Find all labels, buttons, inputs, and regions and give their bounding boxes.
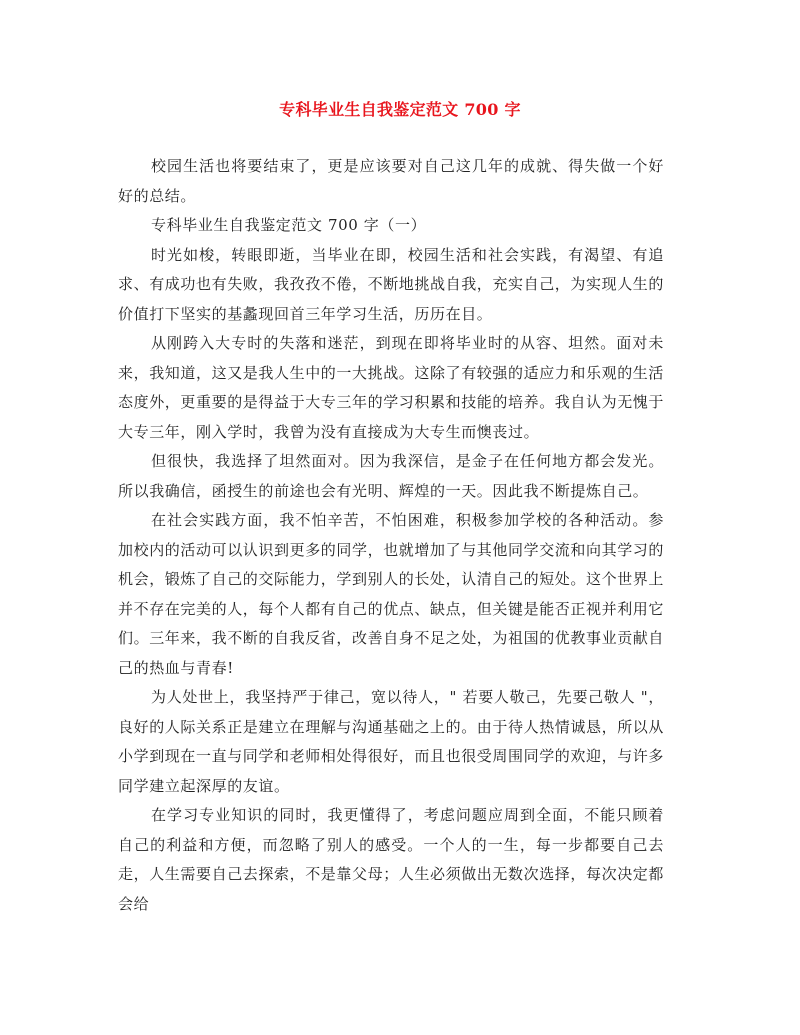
- paragraph-intro: 校园生活也将要结束了，更是应该要对自己这几年的成就、得失做一个好好的总结。: [118, 157, 664, 205]
- paragraph-face-calmly: 但很快，我选择了坦然面对。因为我深信，是金子在任何地方都会发光。所以我确信，函授生的前途也会有光明、辉煌的一天。因此我不断提炼自己。: [118, 452, 664, 500]
- paragraph-college-entry: 从刚跨入大专时的失落和迷茫，到现在即将毕业时的从容、坦然。面对未来，我知道，这又是我人生中的一大挑战。这除了有较强的适应力和乐观的生活态度外，更重要的是得益于大专三年的学习积累和技能的培养。我自认为无愧于大专三年，刚入学时，我曾为没有直接成为大专生而懊丧过。: [118, 334, 665, 441]
- document-title: 专科毕业生自我鉴定范文 700 字: [279, 100, 521, 119]
- paragraph-interpersonal: 为人处世上，我坚持严于律己，宽以待人，" 若要人敬己，先要己敬人 "，良好的人际关系正是建立在理解与沟通基础之上的。由于待人热情诚恳，所以从小学到现在一直与同学和老师相处得很好，而且也很受周围同学的欢迎，与许多同学建立起深厚的友谊。: [118, 688, 665, 795]
- document-body: [118, 152, 664, 919]
- paragraph-study: 在学习专业知识的同时，我更懂得了，考虑问题应周到全面，不能只顾着自己的利益和方便，而忽略了别人的感受。一个人的一生，每一步都要自己去走，人生需要自己去探索，不是靠父母；人生必须做出无数次选择，每次决定都会给: [118, 806, 665, 913]
- paragraph-time: 时光如梭，转眼即逝，当毕业在即，校园生活和社会实践，有渴望、有追求、有成功也有失败，我孜孜不倦，不断地挑战自我，充实自己，为实现人生的价值打下坚实的基蠡现回首三年学习生活，历历在目。: [118, 245, 665, 323]
- paragraph-social-practice: 在社会实践方面，我不怕辛苦，不怕困难，积极参加学校的各种活动。参加校内的活动可以认识到更多的同学，也就增加了与其他同学交流和向其学习的机会，锻炼了自己的交际能力，学到别人的长处，认清自己的短处。这个世界上并不存在完美的人，每个人都有自己的优点、缺点，但关键是能否正视并利用它们。三年来，我不断的自我反省，改善自身不足之处，为祖国的优教事业贡献自己的热血与青春!: [118, 511, 665, 677]
- paragraph-subtitle: 专科毕业生自我鉴定范文 700 字（一）: [151, 216, 427, 234]
